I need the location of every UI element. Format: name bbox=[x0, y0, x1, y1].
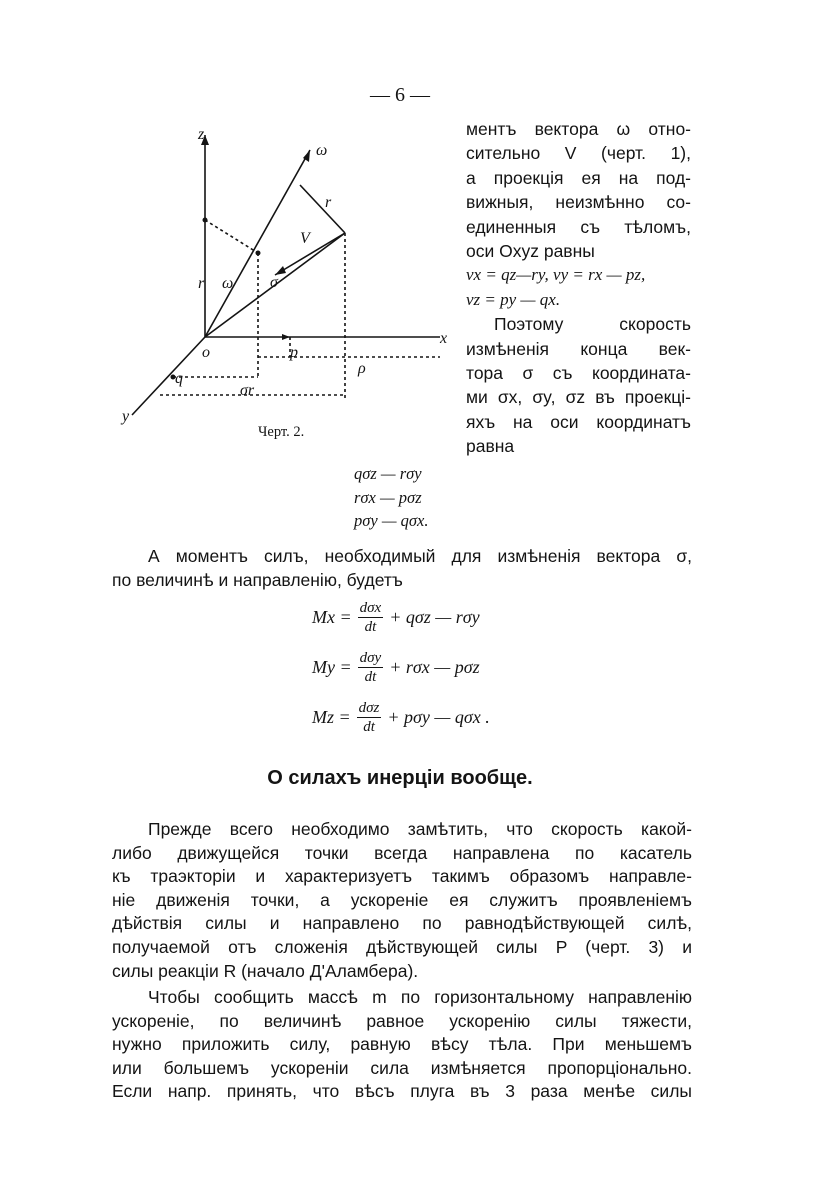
fraction-denominator: dt bbox=[364, 668, 377, 685]
equation-line: qσz — rσy bbox=[354, 464, 422, 483]
paragraph-moment bbox=[112, 545, 692, 592]
equation-line: vx = qz—ry, vy = rx — pz, bbox=[466, 265, 646, 285]
text-line: ускореніе, по величинѣ равное ускоренію силы тяжести, bbox=[112, 1010, 692, 1031]
r-segment bbox=[300, 185, 345, 233]
text-line: получаемой отъ сложенія дѣйствующей силы P (черт. 3) и bbox=[112, 936, 692, 957]
section-heading: О силахъ инерціи вообще. bbox=[267, 767, 533, 789]
label-q: q bbox=[175, 370, 183, 387]
label-r: r bbox=[325, 194, 332, 211]
text-line: А моментъ силъ, необходимый для измѣненія вектора σ, bbox=[148, 546, 692, 566]
derivative-fraction bbox=[358, 599, 384, 636]
text-line: единенныя съ тѣломъ, bbox=[466, 216, 691, 237]
equation-line: vz = py — qx. bbox=[466, 289, 561, 309]
text-line: силы реакціи R (начало Д'Аламбера). bbox=[112, 960, 419, 981]
text-line: сительно V (черт. 1), bbox=[466, 143, 691, 164]
equation-lhs: My = bbox=[312, 656, 352, 677]
text-line: яхъ на оси координатъ bbox=[466, 411, 691, 432]
text-line: нужно приложить силу, равную вѣсу тѣла. При меньшемъ bbox=[112, 1034, 692, 1055]
moment-equation-z bbox=[312, 694, 490, 740]
label-omega: ω bbox=[316, 142, 328, 159]
text-line: либо движущейся точки всегда направлена по касатель bbox=[112, 842, 692, 863]
text-line: Если напр. принять, что вѣсъ плуга въ 3 раза менѣе силы bbox=[112, 1081, 692, 1102]
label-x: x bbox=[440, 330, 448, 347]
text-line: ментъ вектора ω отно- bbox=[466, 119, 691, 139]
equation-rhs: + qσz — rσy bbox=[389, 606, 480, 627]
text-line: Поэтому скорость bbox=[494, 314, 691, 335]
diagram-svg bbox=[110, 125, 460, 455]
label-r-z: r bbox=[198, 275, 205, 292]
text-line: ніе движенія точки, а ускореніе ея служитъ проявленіемъ bbox=[112, 889, 692, 910]
z-point bbox=[203, 218, 208, 223]
velocity-equations bbox=[354, 462, 428, 533]
derivative-fraction bbox=[358, 649, 384, 686]
text-line: а проекція ея на под- bbox=[466, 167, 691, 188]
fraction-numerator: dσx bbox=[359, 599, 382, 616]
fraction-denominator: dt bbox=[364, 618, 377, 635]
paragraph-2 bbox=[112, 986, 692, 1104]
fraction-numerator: dσy bbox=[359, 649, 382, 666]
figure-vector-diagram bbox=[110, 125, 460, 455]
p-arrow bbox=[282, 334, 290, 340]
dash-1 bbox=[205, 220, 258, 253]
label-omega-small: ω bbox=[222, 275, 234, 292]
derivative-fraction bbox=[357, 699, 382, 736]
y-axis bbox=[132, 337, 205, 415]
text-line: къ траэкторіи и характеризуетъ такимъ образомъ направле- bbox=[112, 866, 692, 887]
equation-line: rσx — pσz bbox=[354, 487, 422, 507]
label-p: p bbox=[290, 344, 298, 361]
label-o: o bbox=[202, 344, 210, 361]
text-line: дѣйствія силы и направлено по равнодѣйствующей силѣ, bbox=[112, 913, 692, 934]
label-y: y bbox=[122, 408, 130, 425]
moment-equations bbox=[312, 594, 490, 744]
label-z: z bbox=[198, 126, 205, 143]
text-line: оси Oxyz равны bbox=[466, 241, 595, 262]
label-sigma-r: σr bbox=[240, 382, 255, 399]
omega-point bbox=[256, 251, 261, 256]
text-line: измѣненія конца век- bbox=[466, 338, 691, 359]
moment-equation-y bbox=[312, 644, 490, 690]
equation-rhs: + rσx — pσz bbox=[389, 656, 480, 677]
page-number: — 6 — bbox=[370, 84, 430, 106]
fraction-denominator: dt bbox=[363, 718, 375, 735]
equation-rhs: + pσy — qσx . bbox=[387, 706, 490, 727]
text-line: Прежде всего необходимо замѣтить, что скорость какой- bbox=[148, 819, 692, 839]
v-vector bbox=[275, 233, 345, 275]
figure-caption: Черт. 2. bbox=[258, 424, 305, 440]
paragraph-1 bbox=[112, 818, 692, 983]
text-line: или большемъ ускореніи сила измѣняется пропорціонально. bbox=[112, 1057, 692, 1078]
text-line: ми σx, σy, σz въ проекці- bbox=[466, 387, 691, 408]
fraction-numerator: dσz bbox=[358, 699, 380, 716]
label-rho: ρ bbox=[358, 360, 366, 377]
equation-lhs: Mx = bbox=[312, 606, 352, 627]
side-column-text bbox=[466, 117, 691, 459]
text-line: вижныя, неизмѣнно со- bbox=[466, 192, 691, 213]
label-sigma: σ bbox=[270, 274, 278, 291]
equation-lhs: Mz = bbox=[312, 706, 351, 727]
text-line: Чтобы сообщить массѣ m по горизонтальному направленію bbox=[148, 987, 692, 1007]
text-line: по величинѣ и направленію, будетъ bbox=[112, 569, 403, 590]
text-line: равна bbox=[466, 436, 515, 457]
label-v: V bbox=[300, 230, 310, 247]
equation-line: pσy — qσx. bbox=[354, 511, 429, 531]
text-line: тора σ съ координата- bbox=[466, 363, 691, 384]
moment-equation-x bbox=[312, 594, 490, 640]
